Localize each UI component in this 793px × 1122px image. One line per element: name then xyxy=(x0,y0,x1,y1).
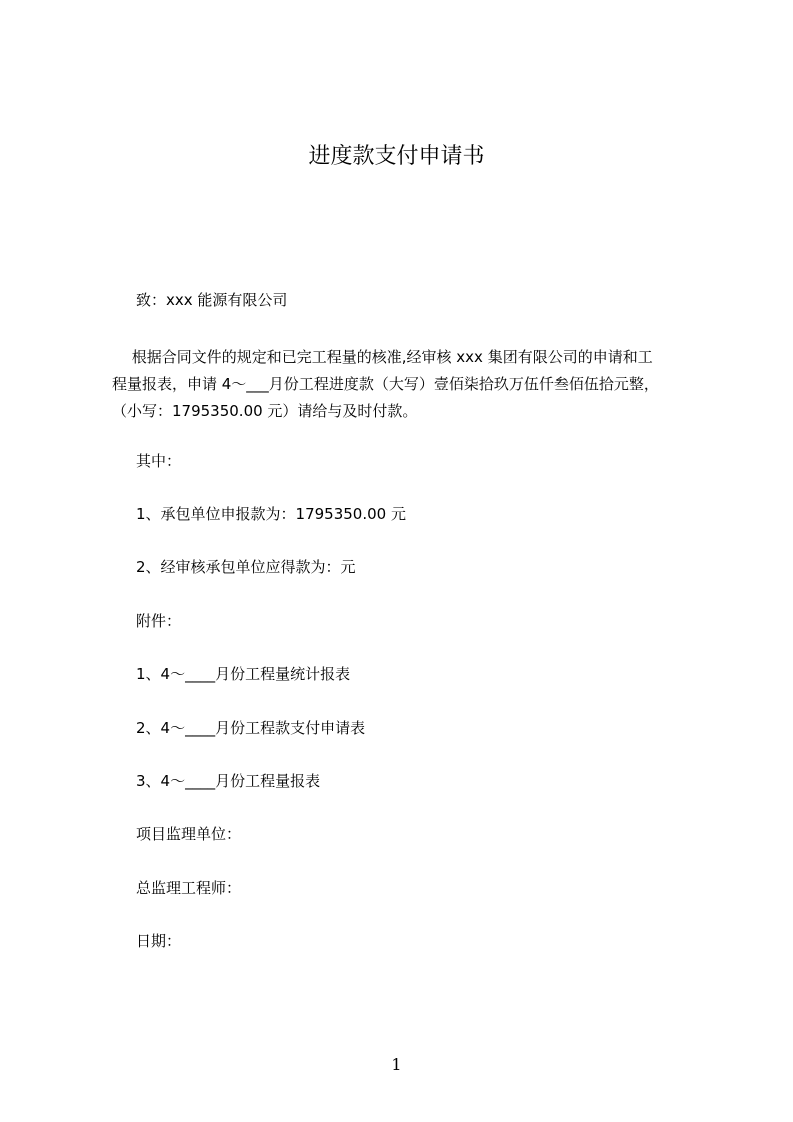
among-label: 其中： xyxy=(136,452,182,470)
body-line: 根据合同文件的规定和已完工程量的核准,经审核 xxx 集团有限公司的申请和工 xyxy=(112,348,653,366)
attachment-item: 2、4～____月份工程款支付申请表 xyxy=(136,719,366,737)
item-contractor-declared-amount: 1、承包单位申报款为：1795350.00 元 xyxy=(136,505,406,523)
document-title: 进度款支付申请书 xyxy=(308,144,485,169)
body-paragraph xyxy=(112,344,700,425)
body-line: 程量报表，申请 4～___月份工程进度款（大写）壹佰柒拾玖万伍仟叁佰伍拾元整， xyxy=(112,375,659,393)
attachment-item: 1、4～____月份工程量统计报表 xyxy=(136,665,351,683)
supervision-unit-label: 项目监理单位： xyxy=(136,825,242,843)
page-number: 1 xyxy=(391,1055,402,1074)
item-approved-amount: 2、经审核承包单位应得款为：元 xyxy=(136,558,356,576)
body-line: （小写：1795350.00 元）请给与及时付款。 xyxy=(112,402,418,420)
salutation: 致：xxx 能源有限公司 xyxy=(136,291,288,309)
date-label: 日期： xyxy=(136,932,182,950)
attachment-item: 3、4～____月份工程量报表 xyxy=(136,772,321,790)
chief-engineer-label: 总监理工程师： xyxy=(136,879,242,897)
attachments-label: 附件： xyxy=(136,612,182,630)
